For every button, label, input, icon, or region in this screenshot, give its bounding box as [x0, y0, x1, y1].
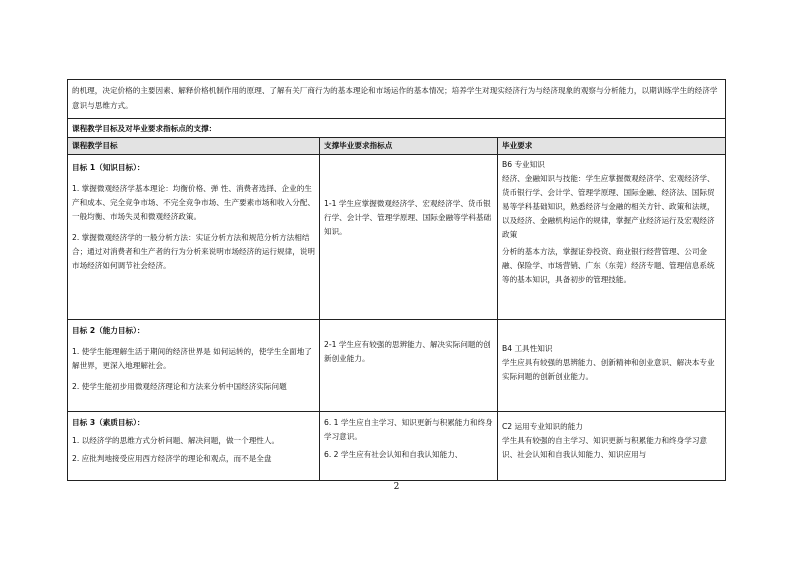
requirement-title: C2 运用专业知识的能力: [502, 422, 583, 431]
section-title: 课程教学目标及对毕业要求指标点的支撑：: [72, 124, 217, 133]
requirement-cell: [498, 155, 725, 319]
requirement-paragraph: 学生具有较强的自主学习、知识更新与积累能力和终身学习意识、社会认知和自我认知能力、知识应用与: [502, 436, 708, 459]
goal-title: 目标 1（知识目标）：: [72, 163, 145, 172]
requirement-paragraph: 分析的基本方法，掌握证券投资、商业银行经营管理、公司金融、保险学、市场营销、广东（东莞）经济专题、管理信息系统等的基本知识，具备初步的管理技能。: [502, 247, 715, 284]
course-objectives-table: [67, 79, 726, 481]
indicator-text: 2-1 学生应有较强的思辨能力、解决实际问题的创新创业能力。: [324, 340, 491, 363]
goal-paragraph: 1. 掌握微观经济学基本理论：均衡价格、弹 性、消费者选择、企业的生产和成本、完全竞争市场、不完全竞争市场、生产要素市场和收入分配、一般均衡、市场失灵和微观经济政策。: [72, 184, 315, 221]
indicator-text: 6. 2 学生应有社会认知和自我认知能力、: [324, 450, 463, 459]
goal-title: 目标 3（素质目标）：: [72, 418, 145, 427]
intro-row: [68, 80, 725, 119]
indicator-text: 6. 1 学生应自主学习、知识更新与积累能力和终身学习意识。: [324, 418, 493, 441]
section-title-row: [68, 119, 725, 138]
requirement-title: B4 工具性知识: [502, 344, 553, 353]
requirement-cell: [498, 412, 725, 480]
header-course-goal: 课程教学目标: [68, 138, 320, 154]
goal-title: 目标 2（能力目标）：: [72, 326, 145, 335]
goal-paragraph: 1. 以经济学的思维方式分析问题、解决问题，做一个理性人。: [72, 436, 280, 445]
goal-paragraph: 2. 掌握微观经济学的一般分析方法：实证分析方法和规范分析方法相结合；通过对消费者和生产者的行为分析来说明市场经济的运行规律，说明市场经济如何调节社会经济。: [72, 233, 315, 270]
requirement-paragraph: 经济、金融知识与技能：学生应掌握微观经济学、宏观经济学、货币银行学、会计学、管理学原理、国际金融、经济法、国际贸易等学科基础知识，熟悉经济与金融的相关方针、政策和法规，以及经济、金融机构运作的规律，掌握产业经济运行及宏观经济政策: [502, 174, 715, 239]
goal-cell: [68, 155, 320, 319]
header-row: [68, 138, 725, 155]
header-requirement: 毕业要求: [502, 141, 533, 150]
goal-paragraph: 2. 应批判地接受应用西方经济学的理论和观点，而不是全盘: [72, 454, 272, 463]
table-row: [68, 320, 725, 412]
header-indicator: 支撑毕业要求指标点: [320, 138, 498, 154]
requirement-cell: [498, 320, 725, 411]
indicator-cell: [320, 155, 498, 319]
requirement-title: B6 专业知识: [502, 160, 545, 169]
indicator-text: 1-1 学生应掌握微观经济学、宏观经济学、货币银行学、会计学、管理学原理、国际金融等学科基础知识。: [324, 199, 492, 236]
page-number: 2: [393, 482, 400, 492]
table-row: [68, 155, 725, 320]
goal-paragraph: 1. 使学生能理解生活于期间的经济世界是 如何运转的，使学生全面地了解世界，更深入地理解社会。: [72, 347, 312, 370]
intro-text: 的机理，决定价格的主要因素、解释价格机制作用的原理、了解有关厂商行为的基本理论和市场运作的基本情况；培养学生对现实经济行为与经济现象的观察与分析能力，以期训练学生的经济学意识与思维方式。: [72, 86, 718, 110]
goal-paragraph: 2. 使学生能初步用微观经济理论和方法来分析中国经济实际问题: [72, 382, 287, 391]
table-row: [68, 412, 725, 480]
indicator-cell: [320, 320, 498, 411]
requirement-paragraph: 学生应具有较强的思辨能力、创新精神和创业意识、解决本专业实际问题的创新创业能力。: [502, 358, 715, 381]
goal-cell: [68, 412, 320, 480]
goal-cell: [68, 320, 320, 411]
indicator-cell: [320, 412, 498, 480]
